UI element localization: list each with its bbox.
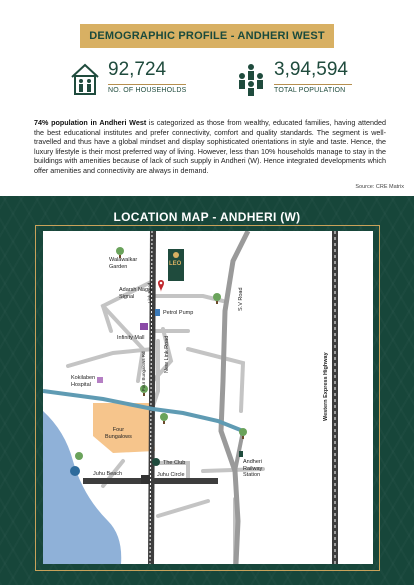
paragraph-body: is categorized as those from wealthy, educated families, having attended the best educational institutes and prefer connectivity, comfort and quality standards. The segment is well-travelled and thus have a global mindset and display sophisticated orientations in style and taste. Hence, the luxury lifestyle is their most preferred way of living. However, less than 10% households manage to stay in the buildings with amenities because of lack of such supply in Andheri (W). Hence integrated developments which offer amenities and connectivity are always in demand. — [34, 118, 386, 175]
label-new-link-road: New Link Road — [164, 335, 170, 373]
households-divider — [108, 84, 186, 85]
junction-icon — [141, 475, 150, 484]
demographic-paragraph — [34, 118, 386, 176]
label-kokilaben-hospital: Kokilaben Hospital — [71, 375, 96, 388]
label-petrol-pump: Petrol Pump — [163, 310, 194, 316]
paragraph-lead: 74% population in Andheri West — [34, 118, 147, 127]
household-icon — [70, 62, 100, 96]
label-andheri-railway-station: Andheri Railway Station — [243, 459, 263, 478]
label-link-road: Link Road — [147, 282, 152, 303]
label-juhu-circle: Juhu Circle — [157, 472, 185, 478]
label-infinity-mall: Infinity Mall — [117, 335, 145, 341]
households-value: 92,724 — [108, 59, 167, 80]
source-note: Source: CRE Matrix — [355, 184, 404, 190]
beach-umbrella-icon — [70, 466, 80, 476]
households-label: NO. OF HOUSEHOLDS — [108, 87, 187, 94]
label-four-bungalows: Four Bungalows — [105, 427, 132, 440]
petrol-pump-icon — [155, 309, 160, 316]
shopping-cart-icon — [140, 323, 148, 330]
label-adarsh-nagar-signal: Adarsh Nagar Signal — [119, 287, 153, 300]
population-divider — [274, 84, 352, 85]
label-juhu-beach: Juhu Beach — [93, 471, 123, 477]
label-western-express-highway: Western Express Highway — [323, 352, 329, 421]
map-title: LOCATION MAP - ANDHERI (W) — [113, 210, 301, 224]
location-map — [43, 231, 373, 564]
label-sv-road: S.V Road — [238, 287, 244, 311]
population-value: 3,94,594 — [274, 59, 348, 80]
section-title-banner: DEMOGRAPHIC PROFILE - ANDHERI WEST — [80, 24, 334, 48]
population-icon — [236, 62, 266, 96]
club-icon — [152, 458, 160, 466]
label-the-club: The Club — [163, 460, 186, 466]
hospital-icon — [97, 377, 103, 383]
label-four-bungalows-road: Four Bungalows Rd — [141, 351, 146, 391]
demographic-section — [0, 0, 414, 196]
population-label: TOTAL POPULATION — [274, 87, 346, 94]
train-icon — [239, 451, 243, 457]
label-walawalkar-garden: Walawalkar Garden — [109, 257, 138, 270]
label-leo: LEO — [169, 261, 182, 267]
